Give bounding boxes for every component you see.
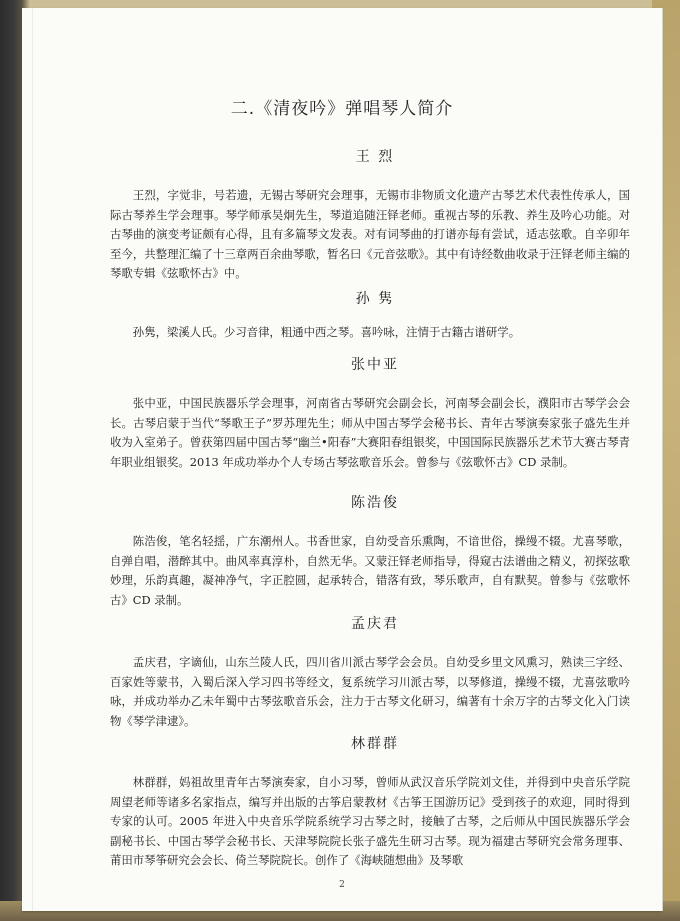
section-bio: 孙隽，梁溪人氏。少习音律，粗通中西之琴。喜吟咏，注情于古籍古谱研学。 [132, 325, 521, 339]
section-name: 林群群 [351, 736, 399, 752]
page-fold-line [32, 8, 33, 911]
section-name: 孟庆君 [351, 616, 399, 632]
section-bio: 王烈，字觉非，号若遗，无锡古琴研究会理事，无锡市非物质文化遗产古琴艺术代表性传承人，国际古琴养生学会理事。琴学师承吴炯先生，琴道追随汪铎老师。重视古琴的乐教、养生及吟心功能。对古琴曲的演变考证颇有心得，且有多篇琴文发表。对有词琴曲的打谱亦每有尝试，适志弦歌。自辛卯年至今，共整理汇编了十三章两百余曲琴歌，暂名曰《元音弦歌》。其中有诗经数曲收录于汪铎老师主编的琴歌专辑《弦歌怀古》中。 [110, 188, 630, 280]
bio-section-meng-qingjun [110, 613, 630, 731]
section-bio: 孟庆君，字谪仙，山东兰陵人氏，四川省川派古琴学会会员。自幼受乡里文风熏习，熟读三字经、百家姓等蒙书，入蜀后深入学习四书等经文，复系统学习川派古琴，以琴修道，操缦不辍，尤喜弦歌吟咏，并成功举办乙未年蜀中古琴弦歌音乐会，注力于古琴文化研习，编著有十余万字的古琴文化入门读物《琴学津逮》。 [110, 655, 630, 728]
bio-section-sun-jun [110, 288, 630, 343]
bio-section-zhang-zhongya [110, 354, 630, 472]
section-bio: 张中亚，中国民族器乐学会理事，河南省古琴研究会副会长，河南琴会副会长，濮阳市古琴学会会长。古琴启蒙于当代“琴歌王子”罗苏理先生；师从中国古琴学会秘书长、青年古琴演奏家张子盛先生并收为入室弟子。曾获第四届中国古琴“幽兰•阳春”大赛阳春组银奖，中国国际民族器乐艺术节大赛古琴青年职业组银奖。2013 年成功举办个人专场古琴弦歌音乐会。曾参与《弦歌怀古》CD 录制。 [110, 396, 630, 469]
bio-section-lin-qunqun [110, 733, 630, 871]
page-number: 2 [339, 880, 345, 890]
section-bio: 陈浩俊，笔名轻揺，广东潮州人。书香世家，自幼受音乐熏陶，不谙世俗，操缦不辍。尤喜琴歌，自弹自唱，潜醉其中。曲风率真淳朴，自然无华。又蒙汪铎老师指导，得窥古法谱曲之精义，初探弦歌妙理，乐韵真趣，凝神净气，字正腔圆，起承转合，错落有致，琴乐歌声，自有默契。曾参与《弦歌怀古》CD 录制。 [110, 534, 630, 607]
document-page [22, 8, 662, 911]
bio-section-chen-haojun [110, 492, 630, 610]
section-name: 陈浩俊 [351, 495, 399, 511]
section-name: 孙 隽 [355, 291, 395, 307]
section-name: 王 烈 [355, 149, 395, 165]
page-title: 二.《清夜吟》弹唱琴人简介 [230, 99, 454, 119]
bio-section-wang-lie [110, 146, 630, 284]
section-bio: 林群群，妈祖故里青年古琴演奏家，自小习琴，曾师从武汉音乐学院刘文佳，并得到中央音乐学院周望老师等诸多名家指点，编写并出版的古筝启蒙教材《古筝王国游历记》受到孩子的欢迎，同时得到专家的认可。2005 年进入中央音乐学院系统学习古琴之时，接触了古琴，之后师从中国民族器乐学会副秘书长、中国古琴学会秘书长、天津琴院院长张子盛先生研习古琴。现为福建古琴研究会常务理事、莆田市琴筝研究会会长、倚兰琴院院长。创作了《海峡随想曲》及琴歌 [110, 775, 630, 867]
section-name: 张中亚 [351, 357, 399, 373]
